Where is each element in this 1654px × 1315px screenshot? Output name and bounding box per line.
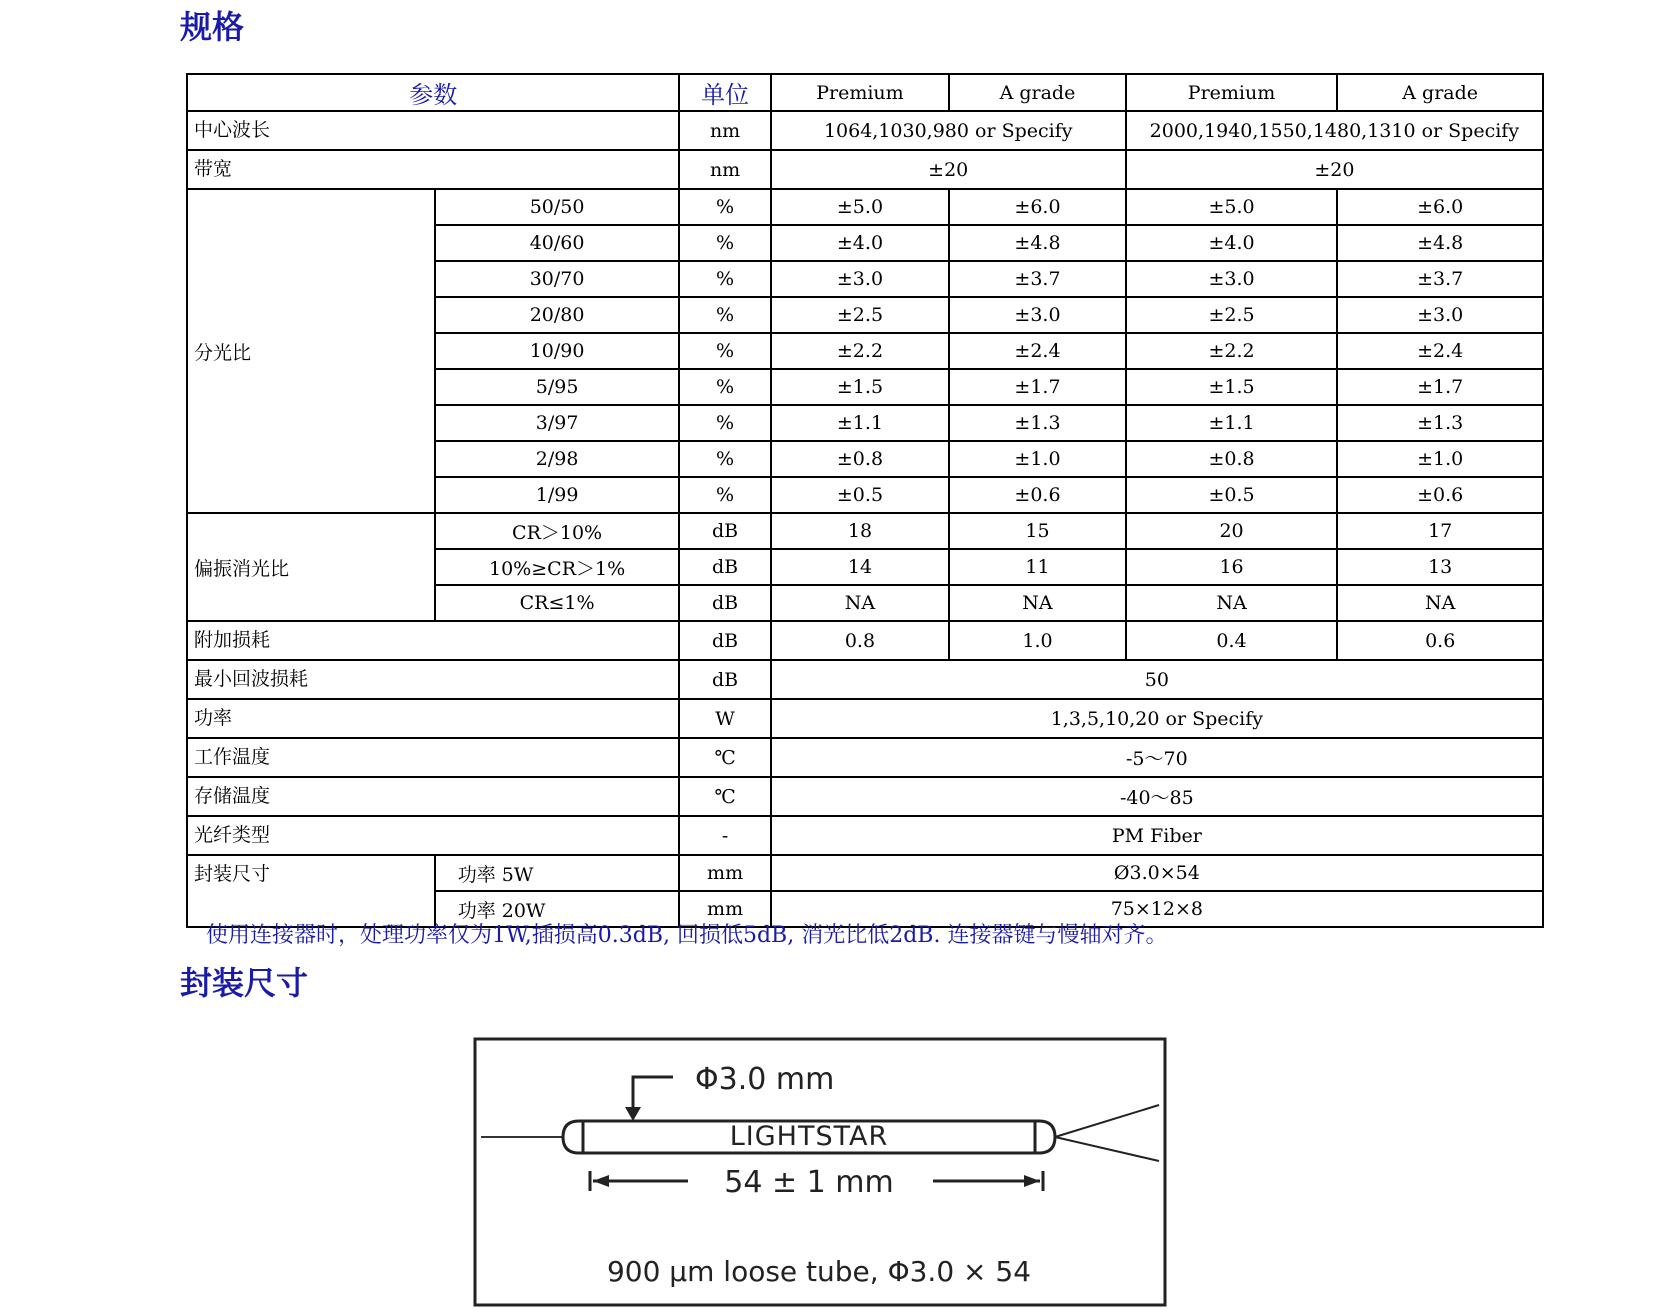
- extinction-ratio-unit: dB: [679, 549, 770, 585]
- split-ratio-premium-1: ±4.0: [771, 225, 950, 261]
- split-ratio-value: 30/70: [435, 261, 680, 297]
- split-ratio-agrade-2: ±1.0: [1337, 441, 1543, 477]
- split-ratio-agrade-1: ±1.0: [949, 441, 1126, 477]
- extinction-ratio-agrade-1: 11: [949, 549, 1126, 585]
- extinction-ratio-agrade-2: 13: [1337, 549, 1543, 585]
- operating-temperature-row: [187, 738, 1543, 777]
- excess-loss-premium-1: 0.8: [771, 621, 950, 660]
- header-unit: 单位: [679, 74, 770, 111]
- split-ratio-agrade-1: ±6.0: [949, 189, 1126, 225]
- split-ratio-agrade-1: ±4.8: [949, 225, 1126, 261]
- extinction-ratio-premium-1: 18: [771, 513, 950, 549]
- split-ratio-agrade-1: ±1.7: [949, 369, 1126, 405]
- split-ratio-agrade-2: ±3.7: [1337, 261, 1543, 297]
- split-ratio-unit: %: [679, 477, 770, 513]
- fiber-type-value: PM Fiber: [771, 816, 1543, 855]
- bandwidth-row: [187, 150, 1543, 189]
- fiber-type-unit: -: [679, 816, 770, 855]
- header-row: [187, 74, 1543, 111]
- extinction-ratio-agrade-2: 17: [1337, 513, 1543, 549]
- connector-note: 使用连接器时，处理功率仅为1W,插损高0.3dB, 回损低5dB, 消光比低2dB. 连接器键与慢轴对齐。: [206, 923, 1168, 948]
- split-ratio-premium-2: ±1.1: [1126, 405, 1338, 441]
- power-unit: W: [679, 699, 770, 738]
- center-wavelength-label: 中心波长: [187, 111, 679, 150]
- bandwidth-group2: ±20: [1126, 150, 1543, 189]
- fiber-type-row: [187, 816, 1543, 855]
- split-ratio-value: 2/98: [435, 441, 680, 477]
- operating-temperature-value: -5～70: [771, 738, 1543, 777]
- split-ratio-premium-1: ±5.0: [771, 189, 950, 225]
- storage-temperature-label: 存储温度: [187, 777, 679, 816]
- split-ratio-unit: %: [679, 189, 770, 225]
- extinction-ratio-agrade-1: NA: [949, 585, 1126, 621]
- storage-temperature-row: [187, 777, 1543, 816]
- split-ratio-value: 5/95: [435, 369, 680, 405]
- power-label: 功率: [187, 699, 679, 738]
- split-ratio-premium-1: ±2.2: [771, 333, 950, 369]
- center-wavelength-row: [187, 111, 1543, 150]
- extinction-ratio-premium-2: 16: [1126, 549, 1338, 585]
- diagram-caption: 900 μm loose tube, Φ3.0 × 54: [606, 1255, 1032, 1288]
- center-wavelength-group1: 1064,1030,980 or Specify: [771, 111, 1126, 150]
- split-ratio-premium-2: ±4.0: [1126, 225, 1338, 261]
- header-agrade-2: A grade: [1337, 74, 1543, 111]
- return-loss-unit: dB: [679, 660, 770, 699]
- power-row: [187, 699, 1543, 738]
- split-ratio-value: 50/50: [435, 189, 680, 225]
- extinction-ratio-unit: dB: [679, 585, 770, 621]
- split-ratio-unit: %: [679, 369, 770, 405]
- split-ratio-label: 分光比: [187, 189, 435, 513]
- bandwidth-unit: nm: [679, 150, 770, 189]
- extinction-ratio-agrade-1: 15: [949, 513, 1126, 549]
- split-ratio-value: 20/80: [435, 297, 680, 333]
- extinction-ratio-condition: 10%≥CR＞1%: [435, 549, 680, 585]
- extinction-ratio-condition: CR≤1%: [435, 585, 680, 621]
- spec-section-title: 规格: [180, 8, 245, 46]
- split-ratio-agrade-2: ±6.0: [1337, 189, 1543, 225]
- split-ratio-unit: %: [679, 225, 770, 261]
- split-ratio-value: 3/97: [435, 405, 680, 441]
- package-size-row: [187, 855, 1543, 891]
- storage-temperature-value: -40～85: [771, 777, 1543, 816]
- split-ratio-premium-1: ±0.5: [771, 477, 950, 513]
- package-size-label: 封装尺寸: [187, 855, 435, 927]
- split-ratio-unit: %: [679, 441, 770, 477]
- excess-loss-agrade-2: 0.6: [1337, 621, 1543, 660]
- package-size-unit: mm: [679, 855, 770, 891]
- split-ratio-premium-2: ±2.5: [1126, 297, 1338, 333]
- split-ratio-value: 40/60: [435, 225, 680, 261]
- split-ratio-agrade-1: ±0.6: [949, 477, 1126, 513]
- split-ratio-premium-2: ±1.5: [1126, 369, 1338, 405]
- split-ratio-premium-2: ±2.2: [1126, 333, 1338, 369]
- split-ratio-premium-1: ±1.1: [771, 405, 950, 441]
- extinction-ratio-premium-2: 20: [1126, 513, 1338, 549]
- operating-temperature-label: 工作温度: [187, 738, 679, 777]
- split-ratio-value: 1/99: [435, 477, 680, 513]
- excess-loss-premium-2: 0.4: [1126, 621, 1338, 660]
- operating-temperature-unit: ℃: [679, 738, 770, 777]
- brand-label: LIGHTSTAR: [729, 1121, 889, 1152]
- fiber-type-label: 光纤类型: [187, 816, 679, 855]
- power-value: 1,3,5,10,20 or Specify: [771, 699, 1543, 738]
- split-ratio-premium-1: ±1.5: [771, 369, 950, 405]
- header-premium-1: Premium: [771, 74, 950, 111]
- header-param: 参数: [187, 74, 679, 111]
- header-agrade-1: A grade: [949, 74, 1126, 111]
- split-ratio-premium-2: ±0.8: [1126, 441, 1338, 477]
- split-ratio-unit: %: [679, 405, 770, 441]
- excess-loss-unit: dB: [679, 621, 770, 660]
- diameter-label: Φ3.0 mm: [695, 1062, 835, 1097]
- split-ratio-agrade-1: ±1.3: [949, 405, 1126, 441]
- split-ratio-premium-2: ±5.0: [1126, 189, 1338, 225]
- package-size-value: 75×12×8: [771, 891, 1543, 927]
- spec-table: [186, 73, 1544, 928]
- split-ratio-agrade-2: ±0.6: [1337, 477, 1543, 513]
- split-ratio-agrade-2: ±1.3: [1337, 405, 1543, 441]
- package-size-value: Ø3.0×54: [771, 855, 1543, 891]
- length-label: 54 ± 1 mm: [724, 1165, 894, 1200]
- split-ratio-unit: %: [679, 333, 770, 369]
- storage-temperature-unit: ℃: [679, 777, 770, 816]
- return-loss-label: 最小回波损耗: [187, 660, 679, 699]
- bandwidth-label: 带宽: [187, 150, 679, 189]
- split-ratio-value: 10/90: [435, 333, 680, 369]
- center-wavelength-unit: nm: [679, 111, 770, 150]
- split-ratio-agrade-1: ±2.4: [949, 333, 1126, 369]
- split-ratio-unit: %: [679, 261, 770, 297]
- package-section-title: 封装尺寸: [180, 964, 309, 1002]
- split-ratio-agrade-2: ±4.8: [1337, 225, 1543, 261]
- package-diagram: [473, 1037, 1167, 1307]
- split-ratio-premium-1: ±3.0: [771, 261, 950, 297]
- extinction-ratio-unit: dB: [679, 513, 770, 549]
- header-premium-2: Premium: [1126, 74, 1338, 111]
- extinction-ratio-label: 偏振消光比: [187, 513, 435, 621]
- excess-loss-label: 附加损耗: [187, 621, 679, 660]
- excess-loss-row: [187, 621, 1543, 660]
- package-size-condition: 功率 5W: [435, 855, 680, 891]
- split-ratio-premium-1: ±2.5: [771, 297, 950, 333]
- split-ratio-premium-1: ±0.8: [771, 441, 950, 477]
- extinction-ratio-condition: CR＞10%: [435, 513, 680, 549]
- split-ratio-premium-2: ±0.5: [1126, 477, 1338, 513]
- package-size-condition: 功率 20W: [435, 891, 680, 927]
- extinction-ratio-row: [187, 513, 1543, 549]
- extinction-ratio-premium-1: 14: [771, 549, 950, 585]
- center-wavelength-group2: 2000,1940,1550,1480,1310 or Specify: [1126, 111, 1543, 150]
- split-ratio-agrade-2: ±2.4: [1337, 333, 1543, 369]
- split-ratio-agrade-2: ±3.0: [1337, 297, 1543, 333]
- excess-loss-agrade-1: 1.0: [949, 621, 1126, 660]
- split-ratio-premium-2: ±3.0: [1126, 261, 1338, 297]
- split-ratio-row: [187, 189, 1543, 225]
- split-ratio-agrade-2: ±1.7: [1337, 369, 1543, 405]
- package-size-unit: mm: [679, 891, 770, 927]
- extinction-ratio-premium-2: NA: [1126, 585, 1338, 621]
- bandwidth-group1: ±20: [771, 150, 1126, 189]
- extinction-ratio-premium-1: NA: [771, 585, 950, 621]
- split-ratio-agrade-1: ±3.7: [949, 261, 1126, 297]
- extinction-ratio-agrade-2: NA: [1337, 585, 1543, 621]
- split-ratio-agrade-1: ±3.0: [949, 297, 1126, 333]
- split-ratio-unit: %: [679, 297, 770, 333]
- return-loss-value: 50: [771, 660, 1543, 699]
- return-loss-row: [187, 660, 1543, 699]
